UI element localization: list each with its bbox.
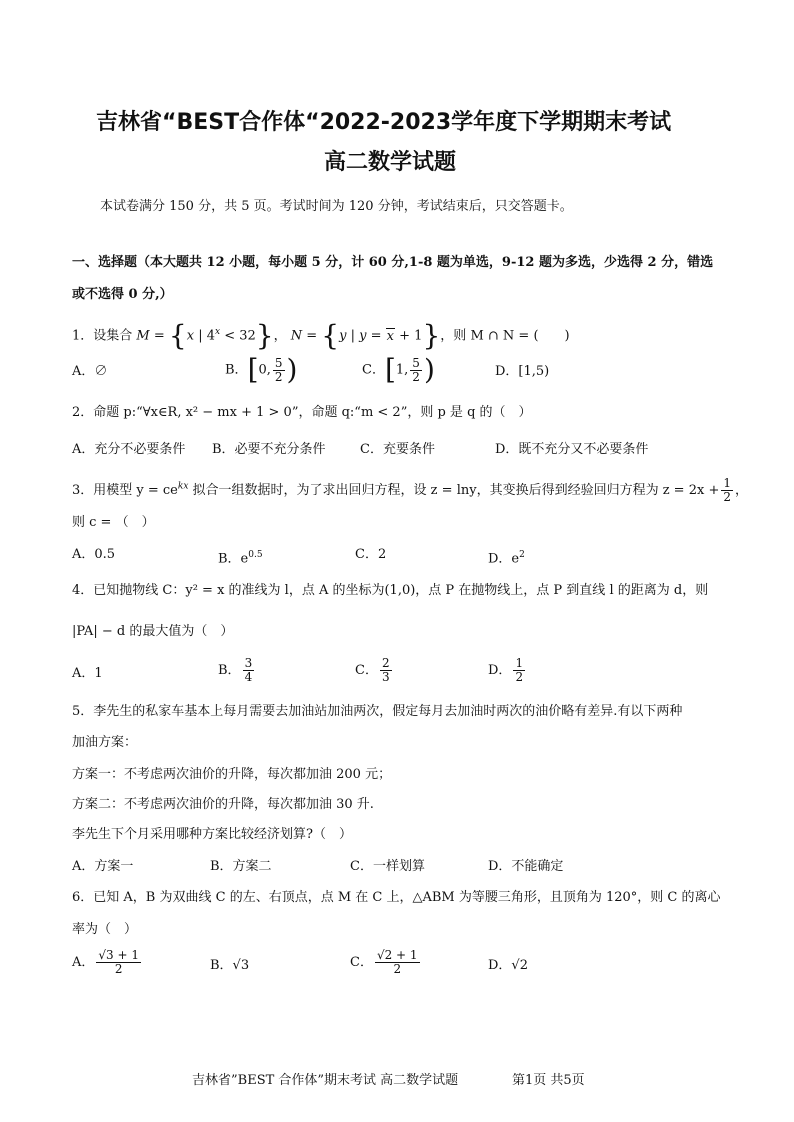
question-4-stem: 4．已知抛物线 C：y² = x 的准线为 l，点 A 的坐标为(1,0)，点 P 在抛物线上，点 P 到直线 l 的距离为 d，则 bbox=[72, 583, 709, 598]
q1-option-b: B．[0, $\frac{5}{2}$ ) bbox=[225, 353, 298, 386]
q1-option-d: D．[1,5) bbox=[495, 364, 550, 379]
intro-text: 本试卷满分 150 分，共 5 页。考试时间为 120 分钟，考试结束后，只交答题卡。 bbox=[100, 199, 573, 214]
page-title: 吉林省“BEST合作体“2022-2023学年度下学期期末考试 bbox=[96, 110, 672, 135]
question-5-ask: 李先生下个月采用哪种方案比较经济划算?（ ） bbox=[72, 827, 352, 842]
q2-option-d: D．既不充分又不必要条件 bbox=[495, 442, 649, 457]
q1-prefix: 1．设集合 bbox=[72, 328, 133, 344]
q3-option-c: C．2 bbox=[355, 547, 387, 562]
q4-option-a: A．1 bbox=[72, 666, 103, 681]
q4-option-d: D． $\frac{1}{2}$ bbox=[488, 656, 524, 684]
question-5-stem: 5．李先生的私家车基本上每月需要去加油站加油两次，假定每月去加油时两次的油价略有差异.有以下两种 bbox=[72, 704, 683, 719]
page-number: 第1页 共5页 bbox=[512, 1073, 585, 1088]
q1-ask: M ∩ N = ( ) bbox=[470, 328, 570, 344]
page-subtitle: 高二数学试题 bbox=[324, 150, 457, 175]
q6-option-b: B．√3 bbox=[210, 958, 250, 973]
q6-option-c: C． $\frac{√2 + 1}{2}$ bbox=[350, 948, 418, 976]
section-heading-cont: 或不选得 0 分,） bbox=[72, 287, 173, 302]
question-4-line2: |PA| − d 的最大值为（ ） bbox=[72, 624, 234, 639]
q6-option-d: D．√2 bbox=[488, 958, 528, 973]
question-6-line2: 率为（ ） bbox=[72, 922, 138, 937]
q3-option-d: D．$e^2$ bbox=[488, 550, 525, 567]
q2-option-b: B．必要不充分条件 bbox=[212, 442, 326, 457]
footer-text: 吉林省”BEST 合作体”期末考试 高二数学试题 bbox=[192, 1073, 459, 1088]
q5-option-a: A．方案一 bbox=[72, 859, 134, 874]
q5-option-b: B．方案二 bbox=[210, 859, 272, 874]
q5-option-c: C．一样划算 bbox=[350, 859, 425, 874]
q1-option-c: C．[1, $\frac{5}{2}$ ) bbox=[362, 353, 435, 386]
q2-option-c: C．充要条件 bbox=[360, 442, 435, 457]
question-2-stem: 2．命题 p:“∀x∈R, x² − mx + 1 > 0”，命题 q:“m < 2”，则 p 是 q 的（ ） bbox=[72, 405, 532, 420]
question-1-stem: 1．设集合 M = {x | $4^x < 32$}， N = {y | y = x + 1}，则 M ∩ N = ( ) bbox=[72, 319, 570, 352]
q4-option-c: C． $\frac{2}{3}$ bbox=[355, 656, 390, 684]
q5-option-d: D．不能确定 bbox=[488, 859, 564, 874]
q6-option-a: A． $\frac{√3 + 1}{2}$ bbox=[72, 948, 139, 976]
question-3-stem: 3．用模型 $y = ce^{kx}$ 拟合一组数据时，为了求出回归方程，设 z = lny，其变换后得到经验回归方程为 z = 2x + $\frac{1}{2}$ ， bbox=[72, 476, 748, 504]
q1-option-a: A．∅ bbox=[72, 364, 108, 379]
question-3-line2: 则 c = （ ） bbox=[72, 515, 155, 530]
q3-option-b: B．$e^{0.5}$ bbox=[218, 550, 263, 567]
q2-option-a: A．充分不必要条件 bbox=[72, 442, 186, 457]
question-6-stem: 6．已知 A，B 为双曲线 C 的左、右顶点，点 M 在 C 上，△ABM 为等腰三角形，且顶角为 120°，则 C 的离心 bbox=[72, 890, 721, 905]
question-5-plan2: 方案二：不考虑两次油价的升降，每次都加油 30 升. bbox=[72, 797, 374, 812]
q3-option-a: A．0.5 bbox=[72, 547, 116, 562]
q4-option-b: B． $\frac{3}{4}$ bbox=[218, 656, 253, 684]
q1-suffix: ，则 bbox=[440, 328, 467, 344]
section-heading: 一、选择题（本大题共 12 小题，每小题 5 分，计 60 分,1-8 题为单选，9-12 题为多选，少选得 2 分，错选 bbox=[72, 255, 714, 270]
question-5-line2: 加油方案： bbox=[72, 735, 138, 750]
question-5-plan1: 方案一：不考虑两次油价的升降，每次都加油 200 元； bbox=[72, 767, 392, 782]
